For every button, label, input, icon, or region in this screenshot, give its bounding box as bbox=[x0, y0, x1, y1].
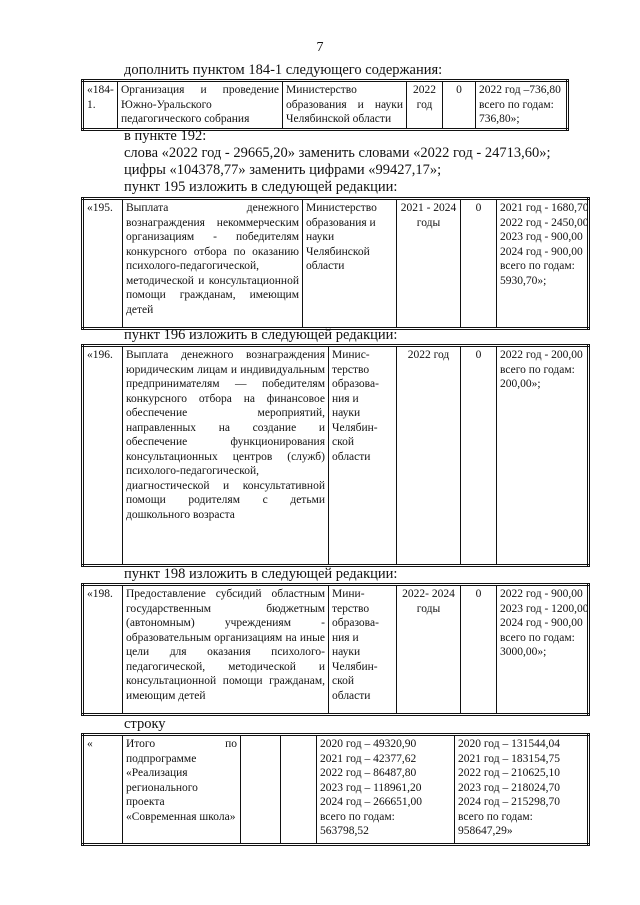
instruction-198: пункт 198 изложить в следующей редакции: bbox=[124, 566, 398, 582]
row-amounts: 2022 год - 200,00 всего по годам: 200,00»; bbox=[497, 346, 589, 566]
table-row-195 bbox=[81, 197, 590, 330]
row-number: «195. bbox=[83, 199, 123, 329]
instruction-row-phrase: строку bbox=[124, 716, 166, 732]
row-period: 2022 год bbox=[407, 81, 443, 130]
row-amounts: 2021 год - 1680,70 2022 год - 2450,00 2023 год - 900,00 2024 год - 900,00 всего по годам: 5930,70»; bbox=[497, 199, 589, 329]
row-executor: Министерство образования и науки Челябинской области bbox=[303, 199, 397, 329]
row-amounts: 2022 год - 900,00 2023 год - 1200,00 2024 год - 900,00 всего по годам: 3000,00»; bbox=[497, 585, 589, 715]
row-number: «196. bbox=[83, 346, 123, 566]
row-text: Организация и проведение Южно-Уральского педагогического собрания bbox=[118, 81, 283, 130]
instruction-196: пункт 196 изложить в следующей редакции: bbox=[124, 327, 398, 343]
row-amounts: 2022 год –736,80 всего по годам: 736,80»; bbox=[476, 81, 568, 130]
row-executor: Минис- терство образова- ния и науки Челябин- ской области bbox=[329, 346, 397, 566]
row-number: « bbox=[83, 735, 123, 845]
page-number: 7 bbox=[316, 40, 324, 55]
row-zero: 0 bbox=[443, 81, 476, 130]
instruction-184-1: дополнить пунктом 184-1 следующего содержания: bbox=[124, 62, 443, 78]
instruction-195: пункт 195 изложить в следующей редакции: bbox=[124, 179, 398, 195]
row-zero: 0 bbox=[461, 585, 497, 715]
row-old-amounts: 2020 год – 49320,90 2021 год – 42377,62 2022 год – 86487,80 2023 год – 118961,20 2024 год – 266651,00 всего по годам: 563798,52 bbox=[317, 735, 455, 845]
row-executor: Мини- терство образова- ния и науки Челябин- ской области bbox=[329, 585, 397, 715]
row-text: Итого по подпрограмме «Реализация регионального проекта «Современная школа» bbox=[123, 735, 241, 845]
instruction-192-digits: цифры «104378,77» заменить цифрами «99427,17»; bbox=[124, 162, 442, 178]
table-row-196 bbox=[81, 344, 590, 567]
empty-cell bbox=[241, 735, 281, 845]
row-period: 2022 год bbox=[397, 346, 461, 566]
row-period: 2022- 2024 годы bbox=[397, 585, 461, 715]
table-row-total bbox=[81, 733, 590, 846]
row-executor: Министерство образования и науки Челябинской области bbox=[283, 81, 407, 130]
instruction-192-words: слова «2022 год - 29665,20» заменить словами «2022 год - 24713,60»; bbox=[124, 145, 551, 161]
row-text: Выплата денежного вознаграждения юридическим лицам и индивидуальным предпринимателям — победителям конкурсного отбора на финансовое обеспечение мероприятий, направленных на создание и обеспечение функционирования консультационных центров (служб) психолого-педагогической, диагностической и консультативной помощи родителям с детьми дошкольного возраста bbox=[123, 346, 329, 566]
table-row-198 bbox=[81, 583, 590, 716]
empty-cell bbox=[281, 735, 317, 845]
row-text: Выплата денежного вознаграждения некоммерческим организациям - победителям конкурсного отбора по оказанию психолого-педагогической, методической и консультационной помощи гражданам, имеющим детей bbox=[123, 199, 303, 329]
row-new-amounts: 2020 год – 131544,04 2021 год – 183154,75 2022 год – 210625,10 2023 год – 218024,70 2024 год – 215298,70 всего по годам: 958647,29» bbox=[455, 735, 589, 845]
instruction-192-title: в пункте 192: bbox=[124, 128, 207, 144]
row-period: 2021 - 2024 годы bbox=[397, 199, 461, 329]
row-number: «184-1. bbox=[83, 81, 118, 130]
row-zero: 0 bbox=[461, 346, 497, 566]
row-zero: 0 bbox=[461, 199, 497, 329]
table-row-184-1 bbox=[81, 79, 569, 131]
row-text: Предоставление субсидий областным государственным бюджетным (автономным) учреждениям - образовательным организациям на иные цели для оказания психолого-педагогической, методической и консультационной помощи гражданам, имеющим детей bbox=[123, 585, 329, 715]
row-number: «198. bbox=[83, 585, 123, 715]
